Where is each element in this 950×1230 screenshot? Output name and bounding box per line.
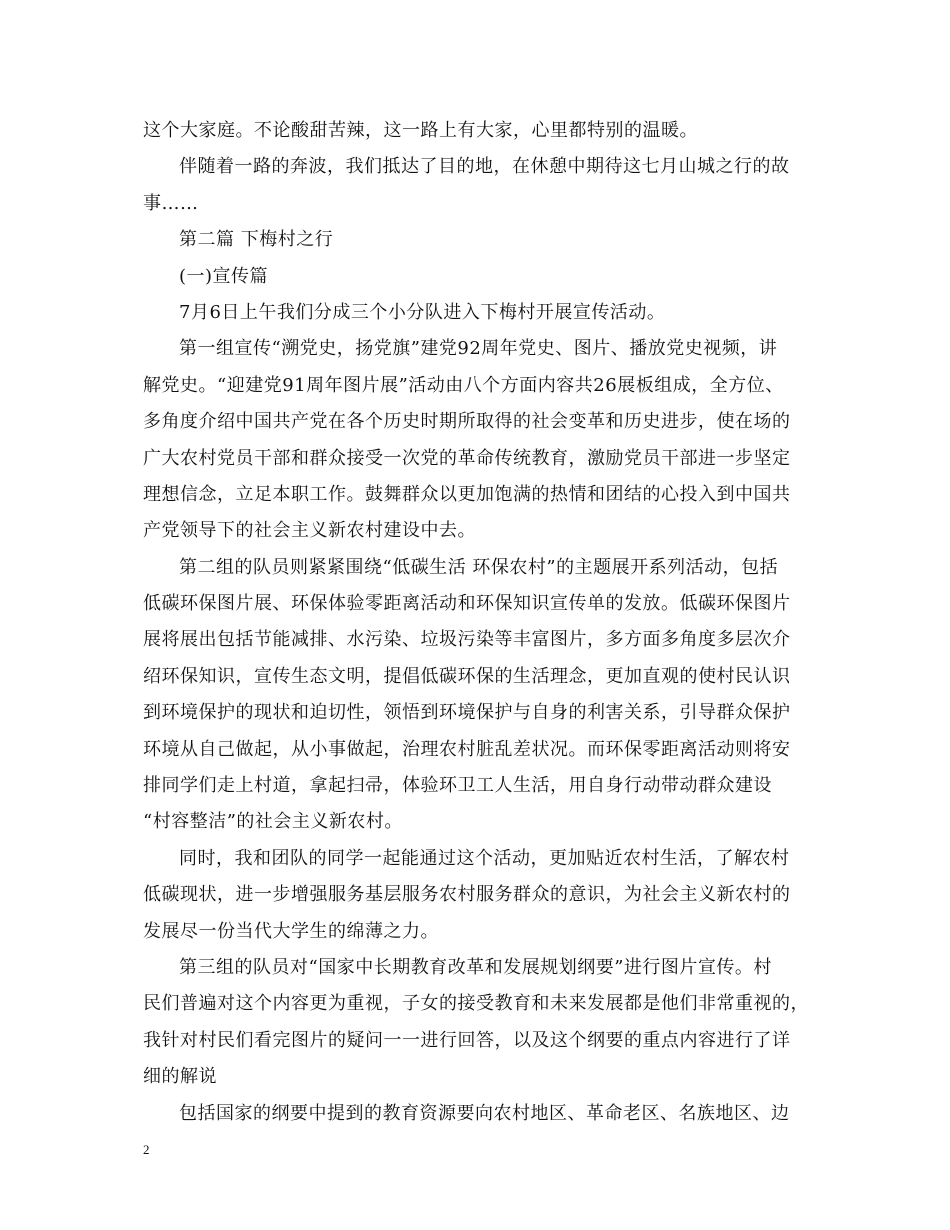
text-line: 到环境保护的现状和迫切性，领悟到环境保护与自身的利害关系，引导群众保护 bbox=[143, 702, 791, 724]
text-line: 解党史。“迎建党91周年图片展”活动由八个方面内容共26展板组成，全方位、 bbox=[143, 374, 784, 396]
text-line: (一)宣传篇 bbox=[179, 265, 269, 287]
text-line: 第三组的队员对“国家中长期教育改革和发展规划纲要”进行图片宣传。村 bbox=[179, 956, 772, 978]
text-line: 第二篇 下梅村之行 bbox=[179, 229, 334, 251]
text-line: 低碳现状，进一步增强服务基层服务农村服务群众的意识，为社会主义新农村的 bbox=[143, 884, 791, 906]
text-line: 包括国家的纲要中提到的教育资源要向农村地区、革命老区、名族地区、边 bbox=[179, 1102, 790, 1124]
text-line: 第一组宣传“溯党史，扬党旗”建党92周年党史、图片、播放党史视频，讲 bbox=[179, 338, 778, 360]
text-line: 细的解说 bbox=[143, 1066, 217, 1088]
text-line: 同时，我和团队的同学一起能通过这个活动，更加贴近农村生活，了解农村 bbox=[179, 847, 790, 869]
text-line: 理想信念，立足本职工作。鼓舞群众以更加饱满的热情和团结的心投入到中国共 bbox=[143, 483, 791, 505]
text-line: 民们普遍对这个内容更为重视，子女的接受教育和未来发展都是他们非常重视的， bbox=[143, 993, 809, 1015]
text-line: 我针对村民们看完图片的疑问一一进行回答，以及这个纲要的重点内容进行了详 bbox=[143, 1029, 791, 1051]
text-line: 这个大家庭。不论酸甜苦辣，这一路上有大家，心里都特别的温暖。 bbox=[143, 120, 698, 141]
text-line: 绍环保知识，宣传生态文明，提倡低碳环保的生活理念，更加直观的使村民认识 bbox=[143, 665, 791, 687]
text-line: 广大农村党员干部和群众接受一次党的革命传统教育，激励党员干部进一步坚定 bbox=[143, 447, 791, 469]
body-text bbox=[143, 113, 823, 1132]
text-line: 7月6日上午我们分成三个小分队进入下梅村开展宣传活动。 bbox=[179, 301, 666, 323]
text-line: “村容整洁”的社会主义新农村。 bbox=[143, 811, 403, 833]
text-line: 第二组的队员则紧紧围绕“低碳生活 环保农村”的主题展开系列活动，包括 bbox=[179, 556, 779, 578]
text-line: 排同学们走上村道，拿起扫帚，体验环卫工人生活，用自身行动带动群众建设 bbox=[143, 775, 772, 797]
page-number: 2 bbox=[143, 1142, 150, 1157]
text-line: 多角度介绍中国共产党在各个历史时期所取得的社会变革和历史进步，使在场的 bbox=[143, 411, 791, 433]
text-line: 事…… bbox=[143, 192, 199, 214]
text-line: 低碳环保图片展、环保体验零距离活动和环保知识宣传单的发放。低碳环保图片 bbox=[143, 593, 791, 615]
text-line: 环境从自己做起，从小事做起，治理农村脏乱差状况。而环保零距离活动则将安 bbox=[143, 738, 791, 760]
text-line: 伴随着一路的奔波，我们抵达了目的地，在休憩中期待这七月山城之行的故 bbox=[179, 156, 790, 178]
text-line: 展将展出包括节能减排、水污染、垃圾污染等丰富图片，多方面多角度多层次介 bbox=[143, 629, 791, 651]
text-line: 产党领导下的社会主义新农村建设中去。 bbox=[143, 520, 476, 542]
text-line: 发展尽一份当代大学生的绵薄之力。 bbox=[143, 920, 439, 942]
